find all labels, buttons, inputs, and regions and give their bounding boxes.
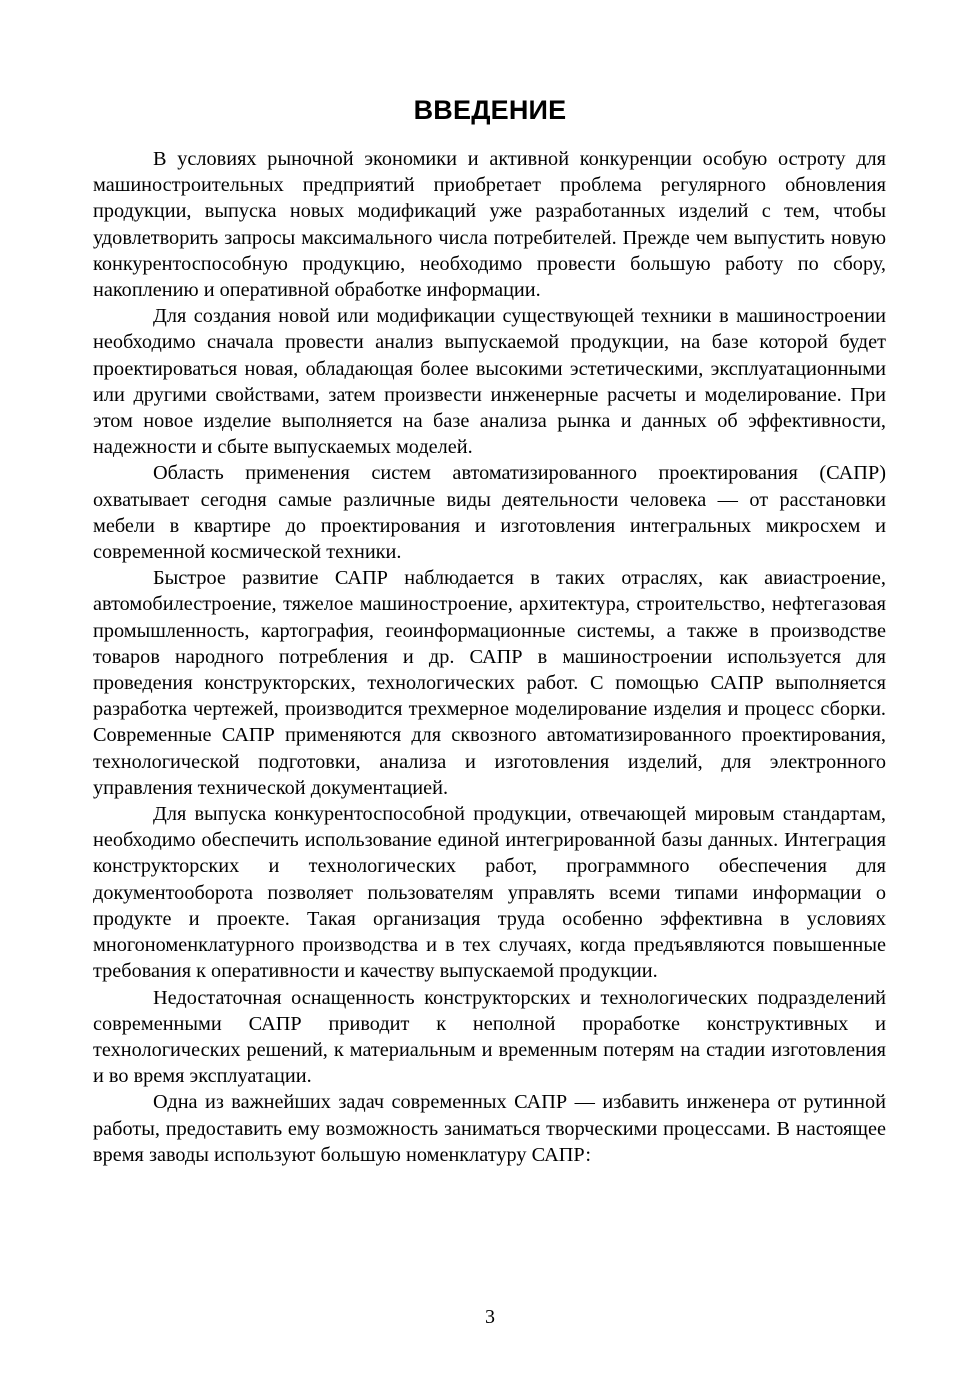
paragraph: Для выпуска конкурентоспособной продукции, отвечающей мировым стандартам, необходимо обеспечить использование единой интегрированной базы данных. Интеграция конструкторских и технологических работ, программного обеспечения для документооборота позволяет пользователям управлять всеми типами информации о продукте и проекте. Такая организация труда особенно эффективна в условиях многономенклатурного производства и в тех случаях, когда предъявляются повышенные требования к оперативности и качеству выпускаемой продукции. bbox=[93, 803, 886, 983]
page-number: 3 bbox=[485, 1306, 495, 1328]
paragraph: Быстрое развитие САПР наблюдается в таких отраслях, как авиастроение, автомобилестроение, тяжелое машиностроение, архитектура, строительство, нефтегазовая промышленность, картография, геоинформационные системы, а также в производстве товаров народного потребления и др. САПР в машиностроении используется для проведения конструкторских, технологических работ. С помощью САПР выполняется разработка чертежей, производится трехмерное моделирование изделия и процесс сборки. Современные САПР применяются для сквозного автоматизированного проектирования, технологической подготовки, анализа и изготовления изделий, для электронного управления технической документацией. bbox=[93, 567, 886, 799]
paragraph: Одна из важнейших задач современных САПР — избавить инженера от рутинной работы, предоставить ему возможность заниматься творческими процессами. В настоящее время заводы используют большую номенклатуру САПР: bbox=[93, 1091, 886, 1166]
page-title: ВВЕДЕНИЕ bbox=[413, 95, 567, 125]
paragraph: В условиях рыночной экономики и активной конкуренции особую остроту для машиностроительных предприятий приобретает проблема регулярного обновления продукции, выпуска новых модификаций уже разработанных изделий с тем, чтобы удовлетворить запросы максимального числа потребителей. Прежде чем выпустить новую конкурентоспособную продукцию, необходимо провести большую работу по сбору, накоплению и оперативной обработке информации. bbox=[93, 148, 886, 302]
paragraph: Для создания новой или модификации существующей техники в машиностроении необходимо сначала провести анализ выпускаемой продукции, на базе которой будет проектироваться новая, обладающая более высокими эстетическими, эксплуатационными или другими свойствами, затем произвести инженерные расчеты и моделирование. При этом новое изделие выполняется на базе анализа рынка и данных об эффективности, надежности и сбыте выпускаемых моделей. bbox=[93, 305, 886, 459]
paragraph: Недостаточная оснащенность конструкторских и технологических подразделений современными САПР приводит к неполной проработке конструктивных и технологических решений, к материальным и временным потерям на стадии изготовления и во время эксплуатации. bbox=[93, 986, 886, 1088]
paragraph: Область применения систем автоматизированного проектирования (САПР) охватывает сегодня самые различные виды деятельности человека — от расстановки мебели в квартире до проектирования и изготовления интегральных микросхем и современной космической техники. bbox=[93, 462, 886, 564]
body-text bbox=[93, 146, 886, 1168]
